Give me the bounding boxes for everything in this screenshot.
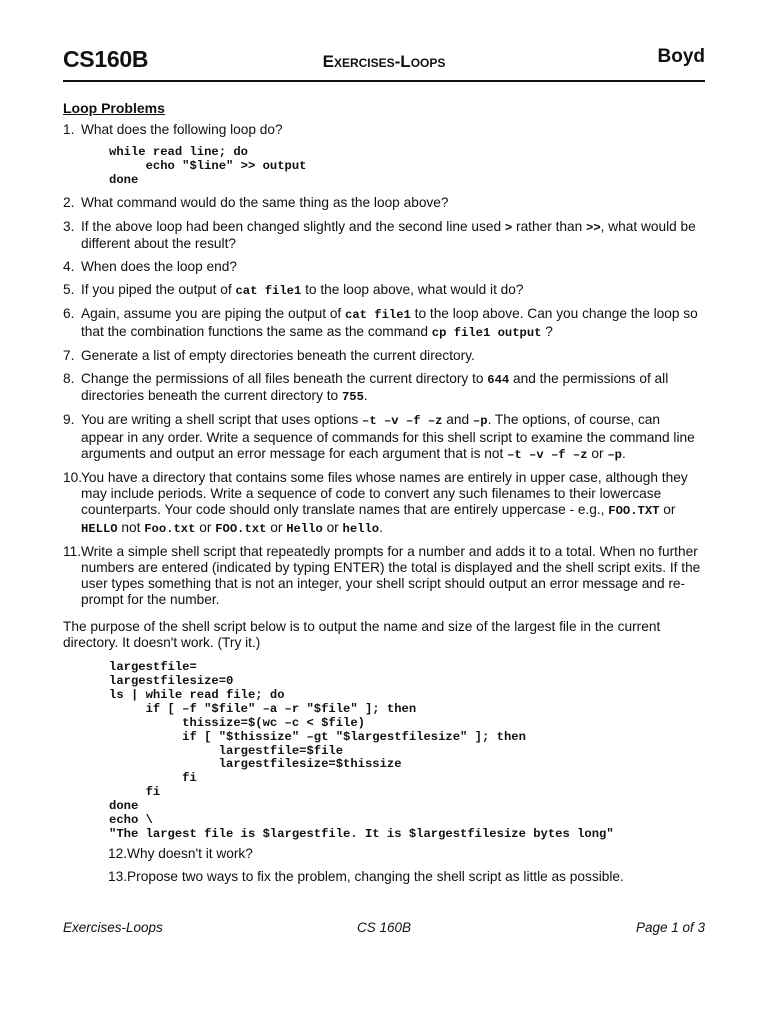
inline-code: > xyxy=(504,220,513,235)
inline-code: Foo.txt xyxy=(144,521,196,536)
inline-code: cp file1 output xyxy=(431,325,542,340)
footer-course: CS 160B xyxy=(356,920,412,935)
inline-code: –t –v –f –z xyxy=(507,447,588,462)
course-code: CS160B xyxy=(63,46,149,72)
question-10 xyxy=(63,470,706,537)
inline-code: FOO.txt xyxy=(215,521,267,536)
code-block-loop: while read line; do echo "$line" >> output done xyxy=(109,145,307,188)
author-name: Boyd xyxy=(657,46,705,67)
header-rule xyxy=(63,80,705,82)
question-6 xyxy=(63,306,706,340)
question-11 xyxy=(63,544,706,609)
question-text: If the above loop had been changed slightly and the second line used > rather than >>, what would be different about the result? xyxy=(81,218,696,251)
inline-code: HELLO xyxy=(81,521,118,536)
inline-code: FOO.TXT xyxy=(608,504,660,519)
question-text: You have a directory that contains some files whose names are entirely in upper case, although they may include periods. Write a sequence of code to convert any such filenames to their lowercase counterparts. Your code should only translate names that are entirely uppercase - e.g., FOO.TXT or HELLO not Foo.txt or FOO.txt or Hello or hello. xyxy=(81,470,688,536)
question-number: 2. xyxy=(63,195,75,211)
question-text: Generate a list of empty directories beneath the current directory. xyxy=(81,347,475,363)
question-number: 8. xyxy=(63,371,75,387)
page-header xyxy=(63,46,705,80)
question-4 xyxy=(63,259,706,275)
question-12 xyxy=(63,846,706,862)
question-8 xyxy=(63,371,706,405)
code-block-script: largestfile= largestfilesize=0 ls | while read file; do if [ –f "$file" –a –r "$file" ]; then thissize=$(wc –c < $file) if [ "$thissize" –gt "$largestfilesize" ]; then largestfile=$file largestfilesize=$thissize fi fi done echo \ "The largest file is $largestfile. It is $largestfilesize bytes long" xyxy=(109,660,614,841)
question-text: Change the permissions of all files beneath the current directory to 644 and the permissions of all directories beneath the current directory to 755. xyxy=(81,371,669,405)
question-number: 12. xyxy=(108,845,128,861)
question-text: Again, assume you are piping the output of cat file1 to the loop above. Can you change the loop so that the combination functions the same as the command cp file1 output ? xyxy=(81,306,698,340)
question-13 xyxy=(63,869,706,885)
inline-code: –p xyxy=(472,414,488,429)
question-number: 9. xyxy=(63,412,75,428)
question-number: 5. xyxy=(63,282,75,298)
question-number: 3. xyxy=(63,218,75,234)
footer-title: Exercises-Loops xyxy=(63,920,163,935)
question-5 xyxy=(63,282,706,299)
question-7 xyxy=(63,348,706,364)
inline-code: >> xyxy=(586,220,601,235)
document-title: Exercises-Loops xyxy=(322,52,446,71)
question-number: 1. xyxy=(63,122,75,138)
inline-code: cat file1 xyxy=(345,308,411,323)
question-number: 6. xyxy=(63,306,75,322)
inline-code: –p xyxy=(607,447,622,462)
question-2 xyxy=(63,195,706,211)
document-body xyxy=(63,100,706,892)
script-purpose-paragraph: The purpose of the shell script below is to output the name and size of the largest file in the current directory. It doesn't work. (Try it.) xyxy=(63,618,661,650)
inline-code: 755 xyxy=(341,390,364,405)
question-text: Why doesn't it work? xyxy=(127,845,253,861)
inline-code: Hello xyxy=(286,521,323,536)
question-text: When does the loop end? xyxy=(81,259,238,275)
inline-code: cat file1 xyxy=(235,284,302,299)
inline-code: 644 xyxy=(487,373,510,388)
question-number: 7. xyxy=(63,347,75,363)
question-1 xyxy=(63,122,706,138)
question-text: Write a simple shell script that repeatedly prompts for a number and adds it to a total. When no further numbers are entered (indicated by typing ENTER) the total is displayed and the shell script exits. If the user types something that is not an integer, your shell script should output an error message and re-prompt for the number. xyxy=(81,543,701,608)
question-3 xyxy=(63,219,706,252)
question-text: If you piped the output of cat file1 to the loop above, what would it do? xyxy=(81,282,524,299)
question-number: 13. xyxy=(108,869,128,885)
question-text: What command would do the same thing as the loop above? xyxy=(81,195,449,211)
inline-code: hello xyxy=(342,521,380,536)
question-9 xyxy=(63,412,706,463)
question-text: You are writing a shell script that uses options –t –v –f –z and –p. The options, of course, can appear in any order. Write a sequence of commands for this shell script to examine the command line arguments and output an error message for each argument that is not –t –v –f –z or –p. xyxy=(81,412,695,462)
question-number: 4. xyxy=(63,259,75,275)
footer-page-number: Page 1 of 3 xyxy=(635,920,705,935)
question-number: 11. xyxy=(63,543,82,559)
question-text: What does the following loop do? xyxy=(81,122,283,138)
question-text: Propose two ways to fix the problem, changing the shell script as little as possible. xyxy=(127,869,624,885)
section-title: Loop Problems xyxy=(63,100,165,116)
question-number: 10. xyxy=(63,470,83,486)
inline-code: –t –v –f –z xyxy=(362,414,443,429)
